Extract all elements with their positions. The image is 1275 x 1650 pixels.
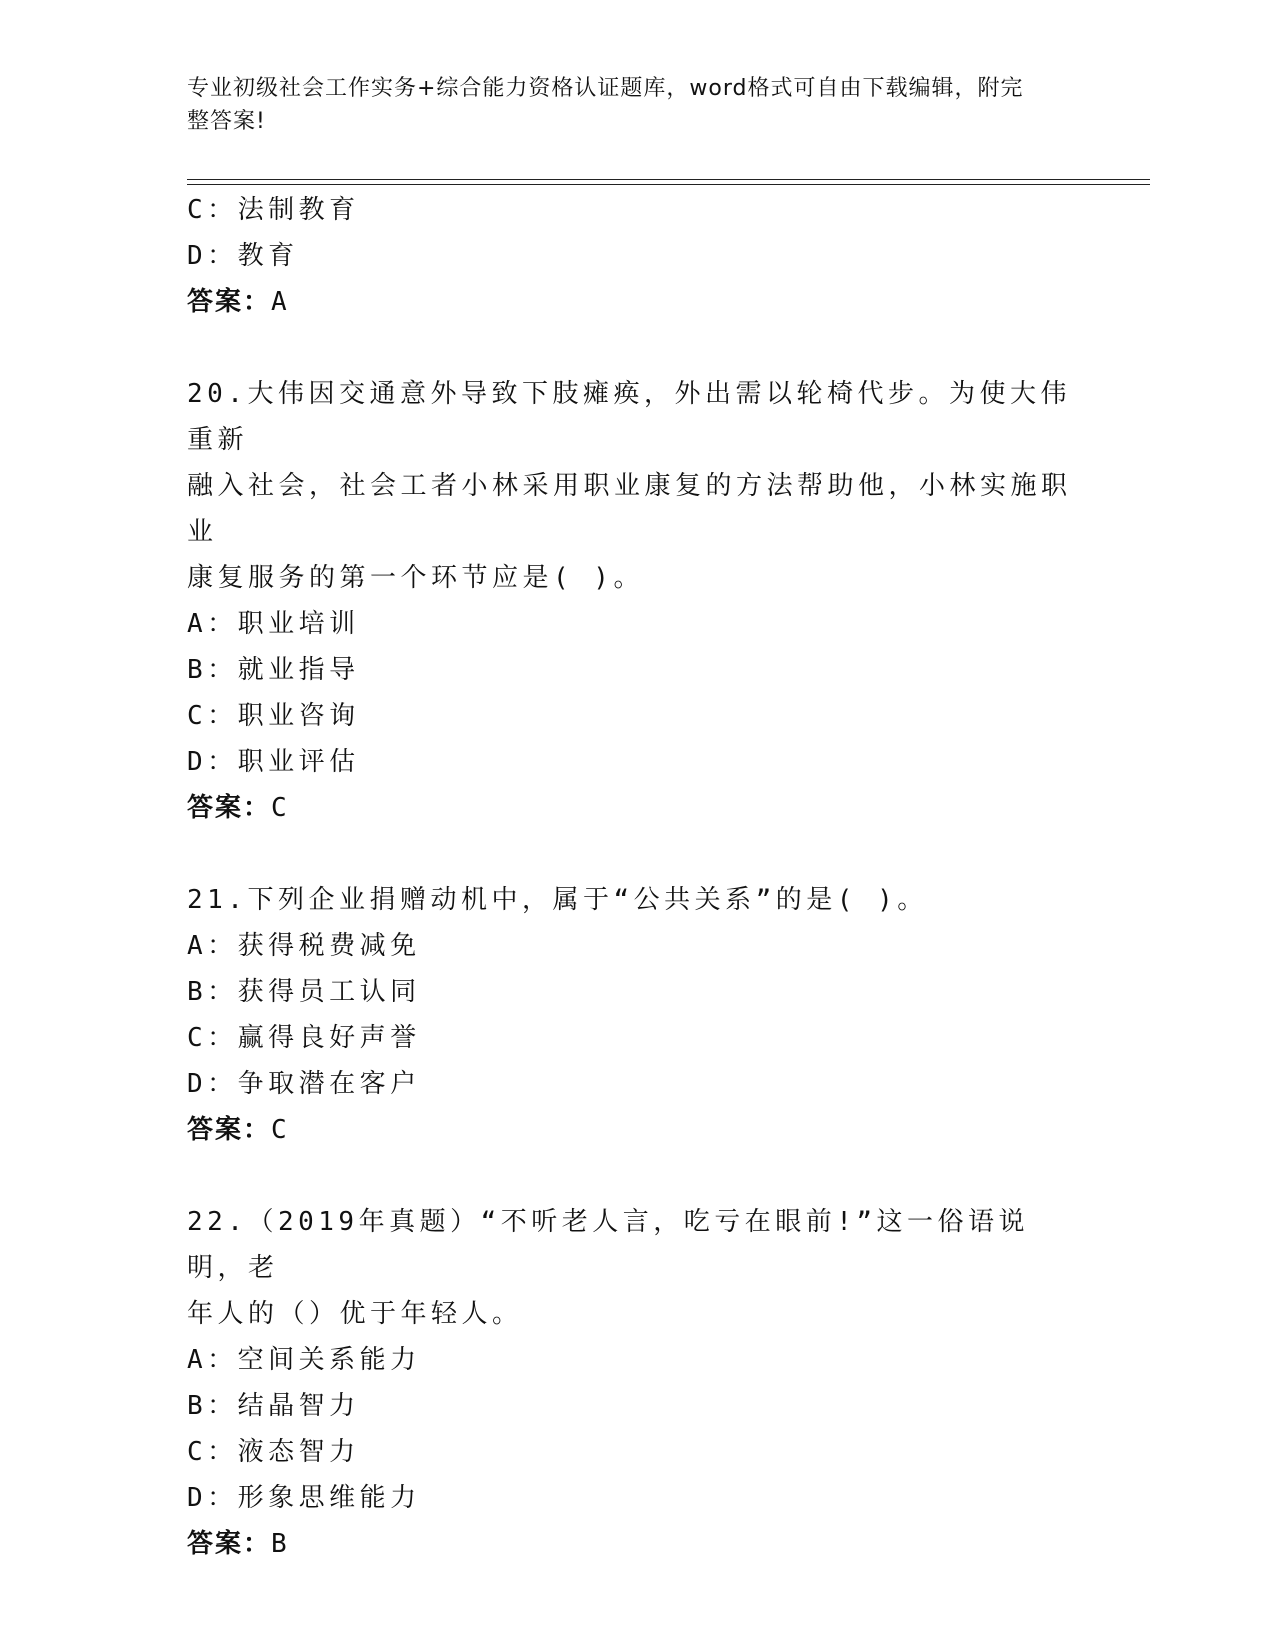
header-line-2: 整答案! <box>187 109 266 134</box>
answer-line <box>187 1107 1087 1153</box>
answer-line <box>187 785 1087 831</box>
spacer <box>187 325 1087 371</box>
spacer <box>187 1153 1087 1199</box>
answer-line <box>187 279 1087 325</box>
answer-value: C <box>271 793 288 823</box>
answer-value: B <box>271 1529 288 1559</box>
answer-value: A <box>271 287 288 317</box>
answer-label: 答案： <box>187 287 272 317</box>
option-b: B：就业指导 <box>187 655 360 685</box>
header-divider-bottom <box>187 184 1150 185</box>
option-a: A：空间关系能力 <box>187 1345 421 1375</box>
option-d: D：形象思维能力 <box>187 1483 421 1513</box>
answer-value: C <box>271 1115 288 1145</box>
option-c: C：法制教育 <box>187 195 360 225</box>
question-stem-line: 康复服务的第一个环节应是( )。 <box>187 563 644 593</box>
answer-label: 答案： <box>187 1529 272 1559</box>
prev-question-tail <box>187 187 1087 325</box>
answer-label: 答案： <box>187 1115 272 1145</box>
question-block-20 <box>187 371 1087 831</box>
option-c: C：液态智力 <box>187 1437 360 1467</box>
option-a: A：获得税费减免 <box>187 931 421 961</box>
question-stem-line: 融入社会，社会工者小林采用职业康复的方法帮助他，小林实施职业 <box>187 471 1072 547</box>
option-c: C：赢得良好声誉 <box>187 1023 421 1053</box>
question-stem-line: 20.大伟因交通意外导致下肢瘫痪，外出需以轮椅代步。为使大伟重新 <box>187 379 1071 455</box>
document-body <box>187 187 1087 1567</box>
answer-label: 答案： <box>187 793 272 823</box>
option-d: D：职业评估 <box>187 747 360 777</box>
option-c: C：职业咨询 <box>187 701 360 731</box>
option-a: A：职业培训 <box>187 609 360 639</box>
document-header-note <box>187 72 1077 138</box>
answer-line <box>187 1521 1087 1567</box>
question-block-22 <box>187 1199 1087 1567</box>
question-block-21 <box>187 877 1087 1153</box>
header-divider-top <box>187 179 1150 180</box>
option-b: B：获得员工认同 <box>187 977 421 1007</box>
question-stem-line: 年人的（）优于年轻人。 <box>187 1299 523 1329</box>
option-b: B：结晶智力 <box>187 1391 360 1421</box>
option-d: D：教育 <box>187 241 299 271</box>
spacer <box>187 831 1087 877</box>
question-stem-line: 22.（2019年真题）“不听老人言，吃亏在眼前!”这一俗语说明，老 <box>187 1207 1030 1283</box>
question-stem-line: 21.下列企业捐赠动机中，属于“公共关系”的是( )。 <box>187 885 928 915</box>
header-line-1: 专业初级社会工作实务+综合能力资格认证题库，word格式可自由下载编辑，附完 <box>187 76 1024 101</box>
option-d: D：争取潜在客户 <box>187 1069 421 1099</box>
